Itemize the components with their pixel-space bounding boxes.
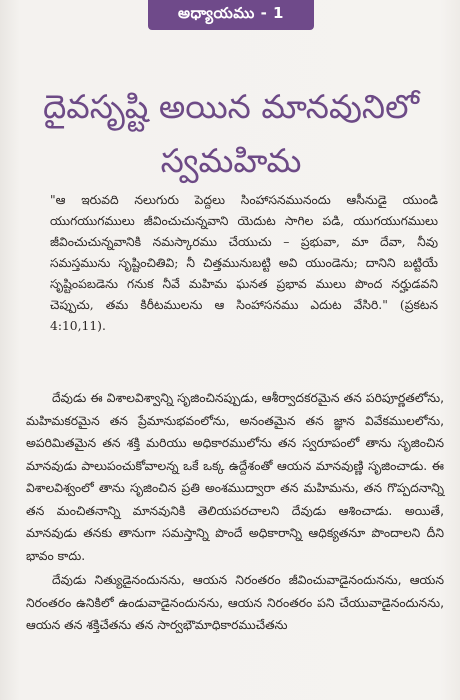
paragraph: దేవుడు ఈ విశాలవిశ్వాన్ని సృజించినప్పుడు, ఆశీర్వాదకరమైన తన పరిపూర్ణతలోను, మహిమకరమైన తన ప్రేమానుభవంలోను, అనంతమైన తన జ్ఞాన వివేకములలోను, అపరిమితమైన తన శక్తి మరియు అధికారములోను తన స్వరూపంలో తాను సృజించిన మానవుడు పాలుపంచుకోవాలన్న ఒకే ఒక్క ఉద్దేశంతో ఆయన మానవుణ్ణి సృజించాడు. ఈ విశాలవిశ్వంలో తాను సృజించిన ప్రతి అంశముద్వారా తన మహిమను, తన గొప్పదనాన్ని తన మంచితనాన్ని మానవునికి తెలియపరచాలని దేవుడు ఆశించాడు. అయితే, మానవుడు తనకు తానుగా సమస్తాన్ని పొందే అధికారాన్ని ఆధిక్యతనూ పొందాలని దీని భావం కాదు. [26, 391, 444, 563]
paragraph: దేవుడు నిత్యుడైనందునను, ఆయన నిరంతరం జీవించువాడైనందునను, ఆయన నిరంతరం ఉనికిలో ఉండువాడైనందునను, ఆయన నిరంతరం పని చేయువాడైనందునను, ఆయన తన శక్తిచేతను తన సార్వభౌమాధికారముచేతను [26, 573, 444, 632]
quote-reference: (ప్రకటన 4:10,11). [50, 298, 439, 333]
chapter-title: దైవసృష్టి అయిన మానవునిలో స్వమహిమ [42, 87, 420, 181]
chapter-label: అధ్యాయము - 1 [148, 0, 314, 30]
quote-text: "ఆ ఇరువది నలుగురు పెద్దలు సింహాసనమునందు ఆసీనుడై యుండి యుగయుగములు జీవించుచున్నవాని యెదుట సాగిల పడి, యుగయుగములు జీవించుచున్నవానికి నమస్కారము చేయుచు – ప్రభువా, మా దేవా, నీవు సమస్తమును సృష్టించితివి; నీ చిత్తమునుబట్టి అవి యుండెను; దానిని బట్టియే సృష్టింపబడెను గనుక నీవే మహిమ ఘనత ప్రభావ ములు పొంద నర్హుడవని చెప్పుచు, తమ కిరీటములను ఆ సింహాసనము ఎదుట వేసిరి." [50, 193, 438, 312]
scripture-quote [50, 190, 438, 337]
body-text [26, 387, 444, 637]
